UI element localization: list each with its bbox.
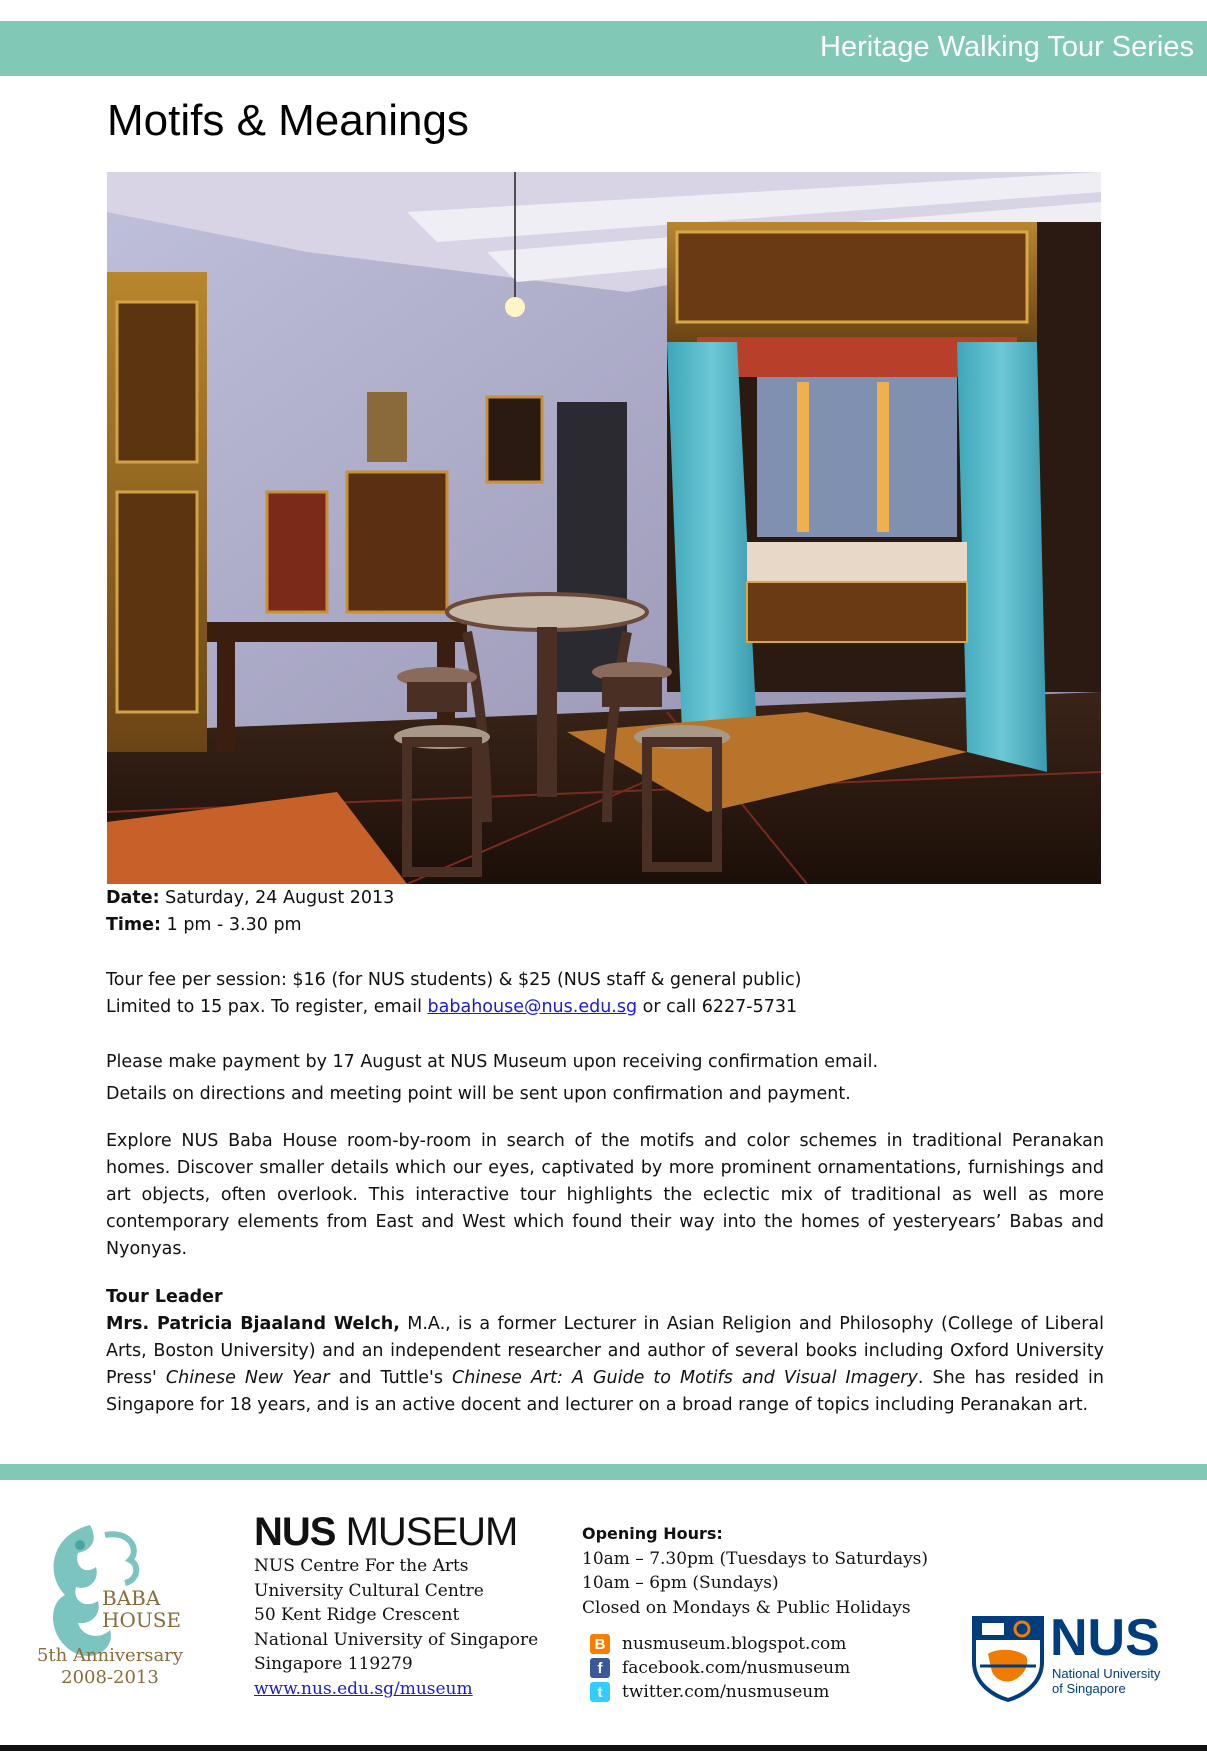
fee-details <box>106 967 1104 1021</box>
bio-part-3: . She has resided in Singapore for 18 years, and is an active docent and lecturer on a broad range of topics including Peranakan art. <box>106 1368 1104 1415</box>
hours-line: 10am – 6pm (Sundays) <box>582 1573 779 1593</box>
anniversary-years: 2008-2013 <box>61 1667 159 1688</box>
opening-hours-heading: Opening Hours: <box>582 1524 723 1543</box>
bio-part-2: and Tuttle's <box>329 1368 453 1388</box>
time-line <box>106 912 1104 939</box>
header-band <box>0 21 1207 76</box>
register-line <box>106 994 1104 1021</box>
date-value: Saturday, 24 August 2013 <box>165 888 395 908</box>
tour-description: Explore NUS Baba House room-by-room in search of the motifs and color schemes in traditional Peranakan homes. Discover smaller details which our eyes, captivated by more prominent ornamentations, furnishings and art objects, often overlook. This interactive tour highlights the eclectic mix of traditional as well as more contemporary elements from East and West which found their way into the homes of yesteryears’ Babas and Nyonyas. <box>106 1131 1104 1259</box>
address-line: Singapore 119279 <box>254 1654 413 1674</box>
address-line: National University of Singapore <box>254 1629 539 1650</box>
tour-leader-name: Mrs. Patricia Bjaaland Welch, <box>106 1314 400 1334</box>
social-facebook[interactable] <box>590 1658 850 1678</box>
social-twitter[interactable] <box>590 1682 829 1702</box>
opening-hours <box>582 1522 928 1620</box>
tour-leader-heading-text: Tour Leader <box>106 1287 223 1307</box>
fee-line: Tour fee per session: $16 (for NUS students) & $25 (NUS staff & general public) <box>106 970 802 990</box>
baba-house-bedroom-photo <box>107 172 1101 884</box>
anniversary-text: 5th Anniversary <box>36 1645 184 1666</box>
date-label: Date: <box>106 888 160 908</box>
museum-website-link[interactable]: www.nus.edu.sg/museum <box>254 1678 473 1699</box>
payment-line: Please make payment by 17 August at NUS Museum upon receiving confirmation email. <box>106 1052 879 1072</box>
nus-museum-logo-light: MUSEUM <box>345 1510 518 1554</box>
social-blog-text: nusmuseum.blogspot.com <box>622 1634 847 1654</box>
register-suffix: or call 6227-5731 <box>637 997 798 1017</box>
nus-logo-sub2: of Singapore <box>1052 1681 1126 1696</box>
payment-details <box>106 1046 1104 1110</box>
blogger-icon: B <box>590 1634 610 1654</box>
nus-logo-word: NUS <box>1050 1609 1160 1667</box>
address-line: NUS Centre For the Arts <box>254 1556 469 1576</box>
bio-part-1: M.A., is a former Lecturer in Asian Religion and Philosophy (College of Liberal Arts, Boston University) and an independent researcher and author of several books including Oxford University Press' <box>106 1314 1104 1388</box>
footer-divider-band <box>0 1464 1207 1480</box>
museum-address <box>254 1554 538 1701</box>
register-email-link[interactable]: babahouse@nus.edu.sg <box>427 997 638 1017</box>
social-twitter-text: twitter.com/nusmuseum <box>622 1682 830 1702</box>
social-facebook-text: facebook.com/nusmuseum <box>622 1658 851 1678</box>
date-line <box>106 885 1104 912</box>
nus-logo-sub1: National University <box>1052 1666 1161 1681</box>
baba-logo-line2: HOUSE <box>102 1608 181 1632</box>
hours-line: Closed on Mondays & Public Holidays <box>582 1597 911 1618</box>
address-line: 50 Kent Ridge Crescent <box>254 1605 460 1625</box>
series-title: Heritage Walking Tour Series <box>820 31 1194 63</box>
address-line: University Cultural Centre <box>254 1580 484 1601</box>
nus-museum-logo <box>254 1512 517 1552</box>
book-title-1: Chinese New Year <box>165 1368 330 1388</box>
nus-logo <box>970 1609 1180 1704</box>
book-title-2: Chinese Art: A Guide to Motifs and Visual Imagery <box>452 1368 918 1388</box>
facebook-icon: f <box>590 1658 610 1678</box>
social-blog[interactable] <box>590 1634 846 1654</box>
hours-line: 10am – 7.30pm (Tuesdays to Saturdays) <box>582 1548 929 1569</box>
baba-logo-line1: BABA <box>102 1586 161 1610</box>
time-value: 1 pm - 3.30 pm <box>166 915 302 935</box>
time-label: Time: <box>106 915 162 935</box>
nus-crest-icon <box>970 1614 1046 1702</box>
page-title: Motifs & Meanings <box>107 96 469 145</box>
tour-leader-bio <box>106 1311 1104 1419</box>
twitter-icon: t <box>590 1682 610 1702</box>
tour-leader-heading <box>106 1284 1104 1311</box>
nus-museum-logo-bold: NUS <box>254 1510 336 1554</box>
bottom-rule <box>0 1745 1207 1751</box>
register-prefix: Limited to 15 pax. To register, email <box>106 997 428 1017</box>
directions-line: Details on directions and meeting point will be sent upon confirmation and payment. <box>106 1084 851 1104</box>
event-details <box>106 885 1104 939</box>
